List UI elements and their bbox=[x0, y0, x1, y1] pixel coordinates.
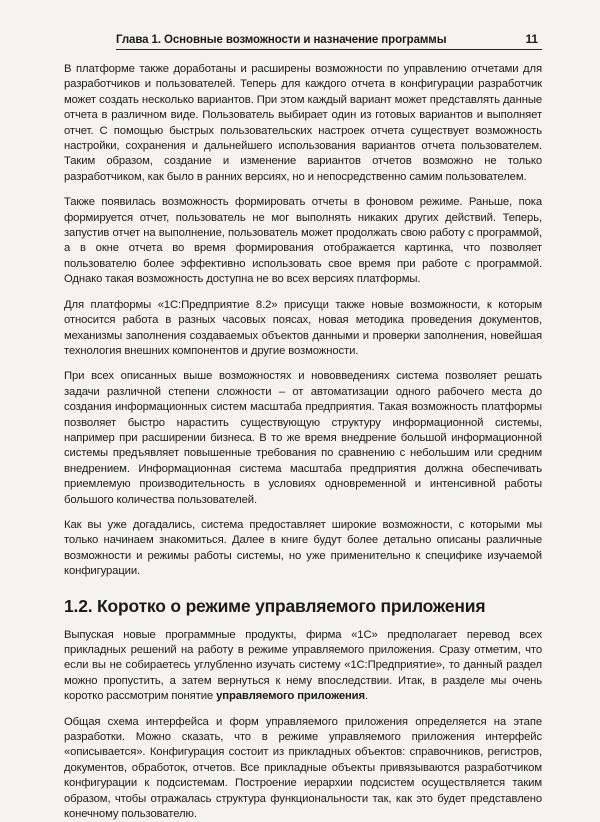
paragraph-text: Выпуская новые программные продукты, фирма «1С» предполагает перевод всех прикладных решений на работу в режиме управляемого приложения. Сразу отметим, что если вы не собираетесь углубленно изучать систему «1С:Предприятие», то данный раздел можно пропустить, а затем вернуться к нему впоследствии. Итак, в разделе мы очень коротко рассмотрим понятие bbox=[64, 628, 542, 703]
section-heading: 1.2. Коротко о режиме управляемого приложения bbox=[64, 595, 486, 616]
paragraph-text-end: . bbox=[364, 690, 369, 703]
paragraph-background-reports: Также появилась возможность формировать отчеты в фоновом режиме. Раньше, пока формируется отчет, пользователь не мог выполнять никаких других действий. Теперь, запустив отчет на выполнение, пользователь может продолжать свою работу с программой, а в окне отчета во время формирования отображается картинка, что позволяет пользователю более эффективно использовать свое время при работе с программой. Однако такая возможность доступна не во всех версиях платформы. bbox=[64, 196, 542, 286]
running-header bbox=[116, 32, 542, 50]
paragraph-managed-app-intro bbox=[64, 628, 542, 705]
paragraph-platform-features: Для платформы «1С:Предприятие 8.2» присущи также новые возможности, к которым относится работа в разных часовых поясах, новая методика проведения документов, механизмы заполнения создаваемых объектов данными и проверки заполнения, новейшая технология внешних компонентов и другие возможности. bbox=[64, 298, 542, 357]
paragraph-scalability: При всех описанных выше возможностях и нововведениях система позволяет решать задачи различной степени сложности – от автоматизации одного рабочего места до создания информационных систем масштаба предприятия. Такая возможность платформы позволяет быстро нарастить существующую структуру информационной системы, например при расширении бизнеса. В то же время внедрение большой информационной системы предъявляет повышенные требования по сравнению с небольшим или средним внедрением. Информационная система масштаба предприятия должна обеспечивать приемлемую производительность в условиях одновременной и интенсивной работы большого количества пользователей. bbox=[64, 370, 542, 506]
page-number: 11 bbox=[525, 32, 538, 46]
paragraph-reports-variants: В платформе также доработаны и расширены возможности по управлению отчетами для разработчиков и пользователей. Теперь для каждого отчета в конфигурации разработчик может создать несколько вариантов. При этом каждый вариант может представлять данные отчета в различном виде. Пользователь выбирает один из готовых вариантов и выполняет отчет. С помощью быстрых пользовательских настроек отчета существует возможность настройки, сохранения и дальнейшего использования вариантов отчета пользователем. Таким образом, создание и изменение вариантов отчетов возможно не только разработчиком, как было в ранних версиях, но и непосредственно самим пользователем. bbox=[64, 63, 542, 183]
paragraph-interface-scheme: Общая схема интерфейса и форм управляемого приложения определяется на этапе разработки. Можно сказать, что в режиме управляемого приложения интерфейс «описывается». Конфигурация состоит из прикладных объектов: справочников, регистров, документов, обработок, отчетов. Все прикладные объекты привязываются разработчиком конфигурации к подсистемам. Построение иерархии подсистем осуществляется таким образом, чтобы отражалась структура функциональности так, как это будет представлено конечному пользователю. bbox=[64, 715, 542, 821]
chapter-title: Глава 1. Основные возможности и назначение программы bbox=[116, 34, 447, 46]
paragraph-conclusion: Как вы уже догадались, система предоставляет широкие возможности, с которыми мы только начинаем знакомиться. Далее в книге будут более детально описаны различные возможности и режимы работы системы, но уже применительно к специфике изучаемой конфигурации. bbox=[64, 518, 542, 578]
bold-term: управляемого приложения bbox=[216, 690, 365, 703]
